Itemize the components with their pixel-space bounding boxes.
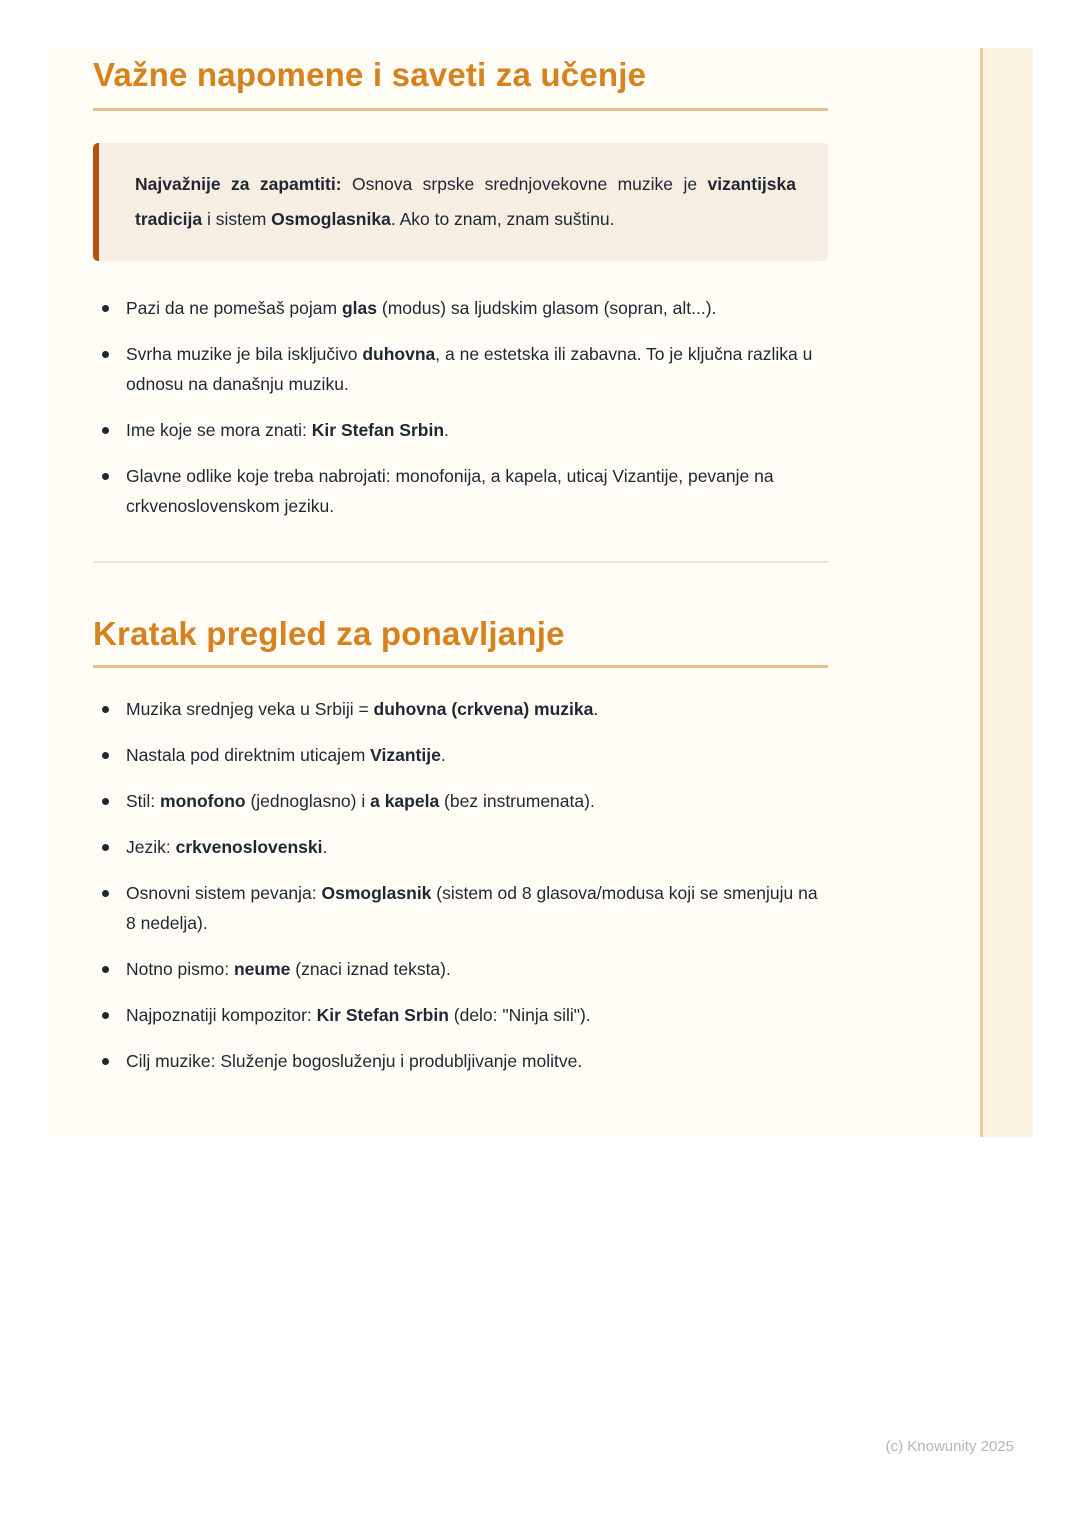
text: (sistem od 8 glasova/modusa koji se smenjuju na 8 nedelja). [126, 883, 818, 933]
text: Osnovni sistem pevanja: [126, 883, 322, 903]
bold-text: crkvenoslovenski [175, 837, 323, 857]
bold-text: monofono [160, 791, 246, 811]
text: (znaci iznad teksta). [290, 959, 451, 979]
bold-text: glas [341, 298, 377, 318]
text: . [322, 837, 328, 857]
notes-bullet-list [93, 293, 828, 521]
document-page [48, 48, 1033, 1137]
text: Najpoznatiji kompozitor: [126, 1005, 317, 1025]
text: (bez instrumenata). [439, 791, 595, 811]
text: . [593, 699, 599, 719]
bold-text: duhovna [362, 344, 436, 364]
text: (modus) sa ljudskim glasom (sopran, alt...). [377, 298, 717, 318]
text: Cilj muzike: Služenje bogosluženju i produbljivanje molitve. [126, 1051, 583, 1071]
bold-text: duhovna (crkvena) muzika [373, 699, 594, 719]
text: , a ne estetska ili zabavna. To je ključna razlika u odnosu na današnju muziku. [126, 344, 813, 394]
summary-bullet-list [93, 694, 828, 1076]
text: Ime koje se mora znati: [126, 420, 312, 440]
page-content [93, 48, 828, 1092]
list-item [93, 293, 828, 323]
key-takeaway-callout [93, 143, 828, 261]
text: Notno pismo: [126, 959, 234, 979]
text: Muzika srednjeg veka u Srbiji = [126, 699, 374, 719]
text: Nastala pod direktnim uticajem [126, 745, 371, 765]
text: (delo: "Ninja sili"). [448, 1005, 591, 1025]
text: (jednoglasno) i [245, 791, 371, 811]
bold-text: Kir Stefan Srbin [311, 420, 445, 440]
bold-text: Kir Stefan Srbin [316, 1005, 449, 1025]
list-item [93, 786, 828, 816]
list-item [93, 832, 828, 862]
list-item [93, 740, 828, 770]
text: . Ako to znam, znam suštinu. [390, 209, 615, 229]
text: i sistem [202, 209, 272, 229]
bold-text: Osmoglasnika [271, 209, 391, 229]
section-title-notes: Važne napomene i saveti za učenje [93, 56, 828, 111]
list-item [93, 461, 828, 521]
text: . [444, 420, 449, 440]
copyright-footer: (c) Knowunity 2025 [885, 1438, 1014, 1455]
text: . [440, 745, 446, 765]
list-item [93, 339, 828, 399]
list-item [93, 415, 828, 445]
bold-text: Najvažnije za zapamtiti: [135, 174, 342, 194]
bold-text: neume [233, 959, 291, 979]
list-item [93, 1046, 828, 1076]
section-divider [93, 561, 828, 563]
list-item [93, 1000, 828, 1030]
bold-text: Osmoglasnik [321, 883, 432, 903]
page-edge-stripe [980, 48, 1033, 1137]
bold-text: a kapela [370, 791, 440, 811]
text: Svrha muzike je bila isključivo [126, 344, 363, 364]
text: Osnova srpske srednjovekovne muzike je [341, 174, 708, 194]
section-title-summary: Kratak pregled za ponavljanje [93, 615, 828, 668]
text: Jezik: [126, 837, 176, 857]
text: Pazi da ne pomešaš pojam [126, 298, 342, 318]
bold-text: vizantijska tradicija [135, 174, 796, 229]
text: Glavne odlike koje treba nabrojati: monofonija, a kapela, uticaj Vizantije, pevanje na crkvenoslovenskom jeziku. [126, 466, 774, 516]
bold-text: Vizantije [370, 745, 441, 765]
text: Stil: [126, 791, 161, 811]
list-item [93, 694, 828, 724]
list-item [93, 878, 828, 938]
list-item [93, 954, 828, 984]
